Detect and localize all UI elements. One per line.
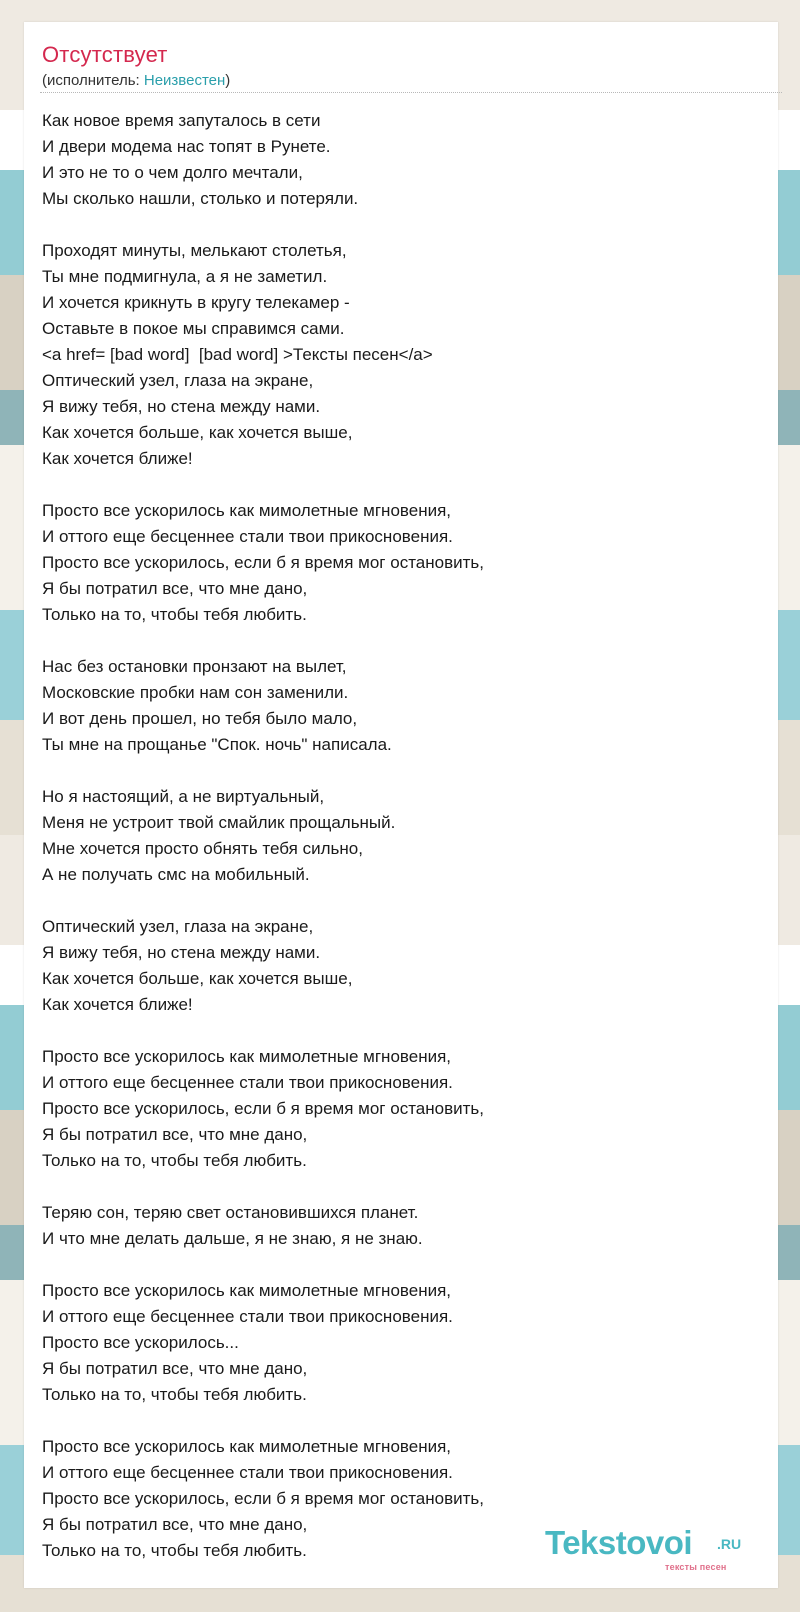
logo-tld: .RU — [717, 1536, 742, 1552]
lyric-line: И что мне делать дальше, я не знаю, я не знаю. — [42, 1229, 423, 1248]
lyric-line: И оттого еще бесценнее стали твои прикосновения. — [42, 527, 453, 546]
lyric-line: Только на то, чтобы тебя любить. — [42, 1151, 307, 1170]
lyric-line: И хочется крикнуть в кругу телекамер - — [42, 293, 350, 312]
lyric-line: Как хочется ближе! — [42, 995, 193, 1014]
lyric-line: Как хочется больше, как хочется выше, — [42, 969, 353, 988]
lyric-line: Я бы потратил все, что мне дано, — [42, 1125, 308, 1144]
lyric-line: Как хочется ближе! — [42, 449, 193, 468]
lyric-line: Просто все ускорилось как мимолетные мгновения, — [42, 1437, 452, 1456]
byline-prefix: (исполнитель: — [42, 72, 144, 89]
lyric-line: Нас без остановки пронзают на вылет, — [42, 657, 347, 676]
lyric-line: Оптический узел, глаза на экране, — [42, 371, 314, 390]
lyric-line: Просто все ускорилось... — [42, 1333, 239, 1352]
stanza-break — [42, 628, 772, 654]
lyric-line: Теряю сон, теряю свет остановившихся планет. — [42, 1203, 419, 1222]
artist-byline — [42, 72, 230, 89]
site-logo[interactable] — [545, 1524, 745, 1570]
lyric-line: Только на то, чтобы тебя любить. — [42, 1385, 307, 1404]
lyric-line: И оттого еще бесценнее стали твои прикосновения. — [42, 1307, 453, 1326]
lyric-line: Ты мне подмигнула, а я не заметил. — [42, 267, 328, 286]
lyric-line: Только на то, чтобы тебя любить. — [42, 605, 307, 624]
lyric-line: Я вижу тебя, но стена между нами. — [42, 397, 321, 416]
stanza-break — [42, 212, 772, 238]
stanza-break — [42, 1174, 772, 1200]
lyric-line: Только на то, чтобы тебя любить. — [42, 1541, 307, 1560]
lyric-line: Я бы потратил все, что мне дано, — [42, 1515, 308, 1534]
lyric-line: И вот день прошел, но тебя было мало, — [42, 709, 358, 728]
lyric-line: Просто все ускорилось, если б я время мог остановить, — [42, 1489, 484, 1508]
lyric-line: Просто все ускорилось как мимолетные мгновения, — [42, 1047, 452, 1066]
lyric-line: Я бы потратил все, что мне дано, — [42, 579, 308, 598]
stanza-break — [42, 758, 772, 784]
lyrics-card — [24, 22, 778, 1588]
lyric-line: Ты мне на прощанье "Спок. ночь" написала. — [42, 735, 392, 754]
lyric-line: Просто все ускорилось, если б я время мог остановить, — [42, 553, 484, 572]
lyric-line: Московские пробки нам сон заменили. — [42, 683, 349, 702]
song-title: Отсутствует — [42, 42, 168, 67]
title-divider — [40, 92, 782, 93]
lyrics-text — [42, 108, 772, 1564]
lyric-line: Меня не устроит твой смайлик прощальный. — [42, 813, 396, 832]
stanza-break — [42, 1408, 772, 1434]
lyric-line: <a href= [bad word] [bad word] >Тексты песен</a> — [42, 345, 433, 364]
lyric-line: Я бы потратил все, что мне дано, — [42, 1359, 308, 1378]
lyric-line: Оптический узел, глаза на экране, — [42, 917, 314, 936]
lyric-line: Мы сколько нашли, столько и потеряли. — [42, 189, 359, 208]
stanza-break — [42, 472, 772, 498]
lyric-line: Просто все ускорилось как мимолетные мгновения, — [42, 1281, 452, 1300]
lyric-line: А не получать смс на мобильный. — [42, 865, 310, 884]
logo-tagline: тексты песен — [665, 1562, 727, 1572]
lyric-line: Я вижу тебя, но стена между нами. — [42, 943, 321, 962]
logo-wordmark: Tekstovoi — [545, 1524, 693, 1561]
stanza-break — [42, 1252, 772, 1278]
stanza-break — [42, 888, 772, 914]
lyric-line: И двери модема нас топят в Рунете. — [42, 137, 331, 156]
lyric-line: Как новое время запуталось в сети — [42, 111, 321, 130]
lyric-line: Но я настоящий, а не виртуальный, — [42, 787, 325, 806]
lyric-line: И оттого еще бесценнее стали твои прикосновения. — [42, 1463, 453, 1482]
lyric-line: Оставьте в покое мы справимся сами. — [42, 319, 345, 338]
lyric-line: И это не то о чем долго мечтали, — [42, 163, 303, 182]
artist-link[interactable]: Неизвестен — [143, 72, 226, 89]
lyric-line: Как хочется больше, как хочется выше, — [42, 423, 353, 442]
lyric-line: Просто все ускорилось как мимолетные мгновения, — [42, 501, 452, 520]
lyric-line: Мне хочется просто обнять тебя сильно, — [42, 839, 363, 858]
lyric-line: Просто все ускорилось, если б я время мог остановить, — [42, 1099, 484, 1118]
lyric-line: Проходят минуты, мелькают столетья, — [42, 241, 347, 260]
lyric-line: И оттого еще бесценнее стали твои прикосновения. — [42, 1073, 453, 1092]
stanza-break — [42, 1018, 772, 1044]
byline-suffix: ) — [225, 72, 231, 89]
